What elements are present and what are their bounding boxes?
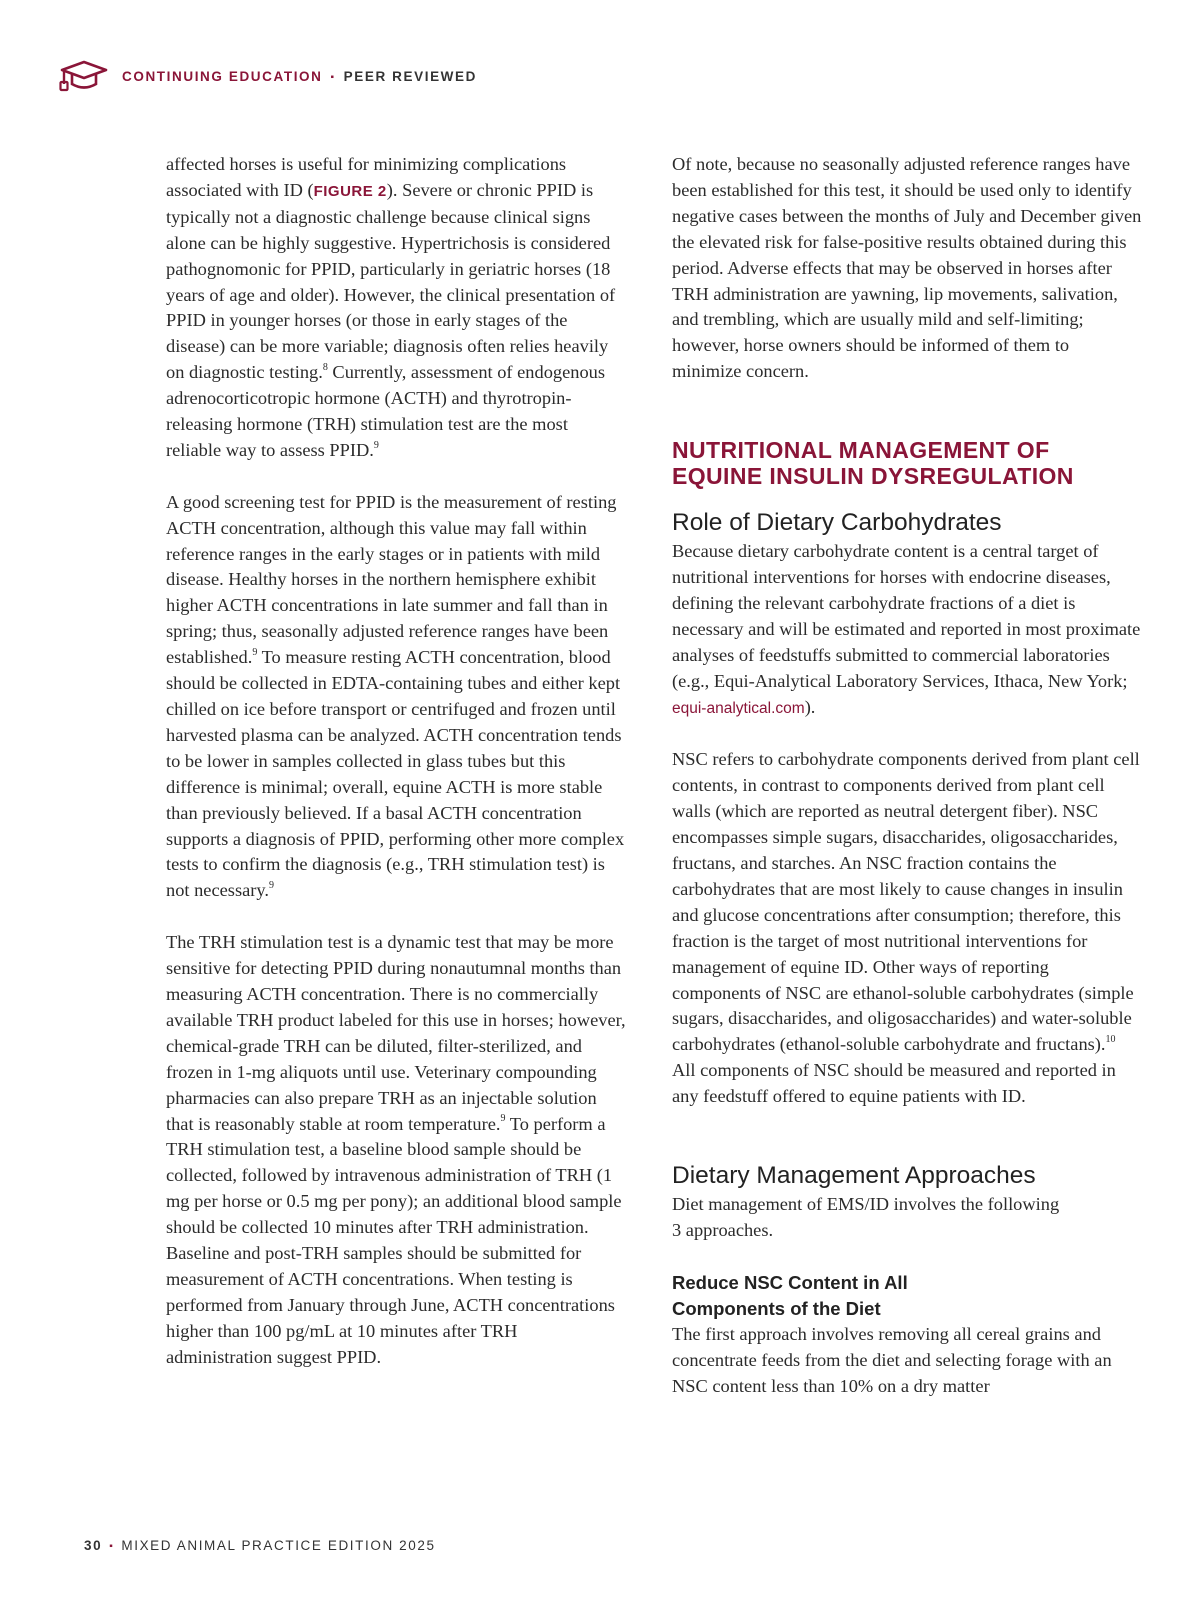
graduation-cap-icon [56,58,112,94]
equi-analytical-link[interactable]: equi-analytical.com [672,699,805,717]
subsection-heading: Role of Dietary Carbohydrates [672,509,1002,537]
section-name: CONTINUING EDUCATION [122,68,323,84]
page-footer [84,1538,436,1553]
paragraph: Of note, because no seasonally adjusted reference ranges have been established for this test, it should be used only to identify negative cases between the months of July and December given the elevated risk for false-positive results obtained during this period. Adverse effects that may be observed in horses after TRH administration are yawning, lip movements, salivation, and trembling, which are usually mild and self-limiting; however, horse owners should be informed of them to minimize concern. [672,154,1142,382]
reference-10[interactable]: 10 [1105,1034,1116,1046]
page-header [56,56,477,96]
paragraph: A good screening test for PPID is the measurement of resting ACTH concentration, although this value may fall within reference ranges in the early stages or in patients with mild disease. Healthy horses in the northern hemisphere exhibit higher ACTH concentrations in late summer and fall than in spring; thus, seasonally adjusted reference ranges have been established.$^9$ To measure resting ACTH concentration, blood should be collected in EDTA-containing tubes and either kept chilled on ice before transport or centrifuged and frozen until harvested plasma can be analyzed. ACTH concentration tends to be lower in samples collected in glass tubes but this difference is minimal; overall, equine ACTH is more stable than previously believed. If a basal ACTH concentration supports a diagnosis of PPID, performing other more complex tests to confirm the diagnosis (e.g., TRH stimulation test) is not necessary.$^9$ [166,491,625,901]
paragraph: Diet management of EMS/ID involves the following 3 approaches. [672,1194,1060,1240]
publication-name: MIXED ANIMAL PRACTICE EDITION 2025 [121,1538,436,1553]
reference-9[interactable]: 9 [500,1113,506,1125]
paragraph: The first approach involves removing all cereal grains and concentrate feeds from the diet and selecting forage with an NSC content less than 10% on a dry matter [672,1323,1112,1396]
reference-9[interactable]: 9 [373,439,379,451]
reference-9[interactable]: 9 [268,880,274,892]
header-separator: ▪ [330,71,336,83]
paragraph: NSC refers to carbohydrate components derived from plant cell contents, in contrast to components derived from plant cell walls (which are reported as neutral detergent fiber). NSC encompasses simple sugars, disaccharides, oligosaccharides, fructans, and starches. An NSC fraction contains the carbohydrates that are most likely to cause changes in insulin and glucose concentrations after consumption; therefore, this fraction is the target of most nutritional interventions for management of equine ID. Other ways of reporting components of NSC are ethanol-soluble carbohydrates (simple sugars, disaccharides, and oligosaccharides) and water-soluble carbohydrates (ethanol-soluble carbohydrate and fructans).$^{10}$ All components of NSC should be measured and reported in any feedstuff offered to equine patients with ID. [672,749,1140,1107]
paragraph: The TRH stimulation test is a dynamic test that may be more sensitive for detecting PPID during nonautumnal months than measuring ACTH concentration. There is no commercially available TRH product labeled for this use in horses; however, chemical-grade TRH can be diluted, filter-sterilized, and frozen in 1-mg aliquots until use. Veterinary compounding pharmacies can also prepare TRH as an injectable solution that is reasonably stable at room temperature.$^9$ To perform a TRH stimulation test, a baseline blood sample should be collected, followed by intravenous administration of TRH (1 mg per horse or 0.5 mg per pony); an additional blood sample should be collected 10 minutes after TRH administration. Baseline and post-TRH samples should be submitted for measurement of ACTH concentrations. When testing is performed from January through June, ACTH concentrations higher than 100 pg/mL at 10 minutes after TRH administration suggest PPID. [166,932,626,1367]
footer-separator: ▪ [109,1541,115,1552]
peer-reviewed-tag: PEER REVIEWED [343,68,477,84]
subsection-heading: Dietary Management Approaches [672,1162,1036,1190]
paragraph: affected horses is useful for minimizing complications associated with ID (FIGURE 2). Severe or chronic PPID is typically not a diagnostic challenge because clinical signs alone can be highly suggestive. Hypertrichosis is considered pathognomonic for PPID, particularly in geriatric horses (18 years of age and older). However, the clinical presentation of PPID in younger horses (or those in early stages of the disease) can be more variable; diagnosis often relies heavily on diagnostic testing.$^8$ Currently, assessment of endogenous adrenocorticotropic hormone (ACTH) and thyrotropin-releasing hormone (TRH) stimulation test are the most reliable way to assess PPID.$^9$ [166,154,616,460]
figure-2-link[interactable]: FIGURE 2 [313,182,387,200]
left-column [166,152,626,1371]
section-label [122,69,477,84]
reference-8[interactable]: 8 [322,362,328,374]
page-number: 30 [84,1538,103,1553]
paragraph: Because dietary carbohydrate content is a central target of nutritional interventions for horses with endocrine diseases, defining the relevant carbohydrate fractions of a diet is necessary and will be estimated and reported in most proximate analyses of feedstuffs submitted to commercial laboratories (e.g., Equi-Analytical Laboratory Services, Ithaca, New York; equi-analytical.com). [672,541,1141,717]
section-heading: NUTRITIONAL MANAGEMENT OF EQUINE INSULIN DYSREGULATION [672,437,1074,490]
reference-9[interactable]: 9 [252,647,258,659]
subsubsection-heading: Reduce NSC Content in All Components of the Diet [672,1271,908,1319]
right-column [672,152,1142,1399]
